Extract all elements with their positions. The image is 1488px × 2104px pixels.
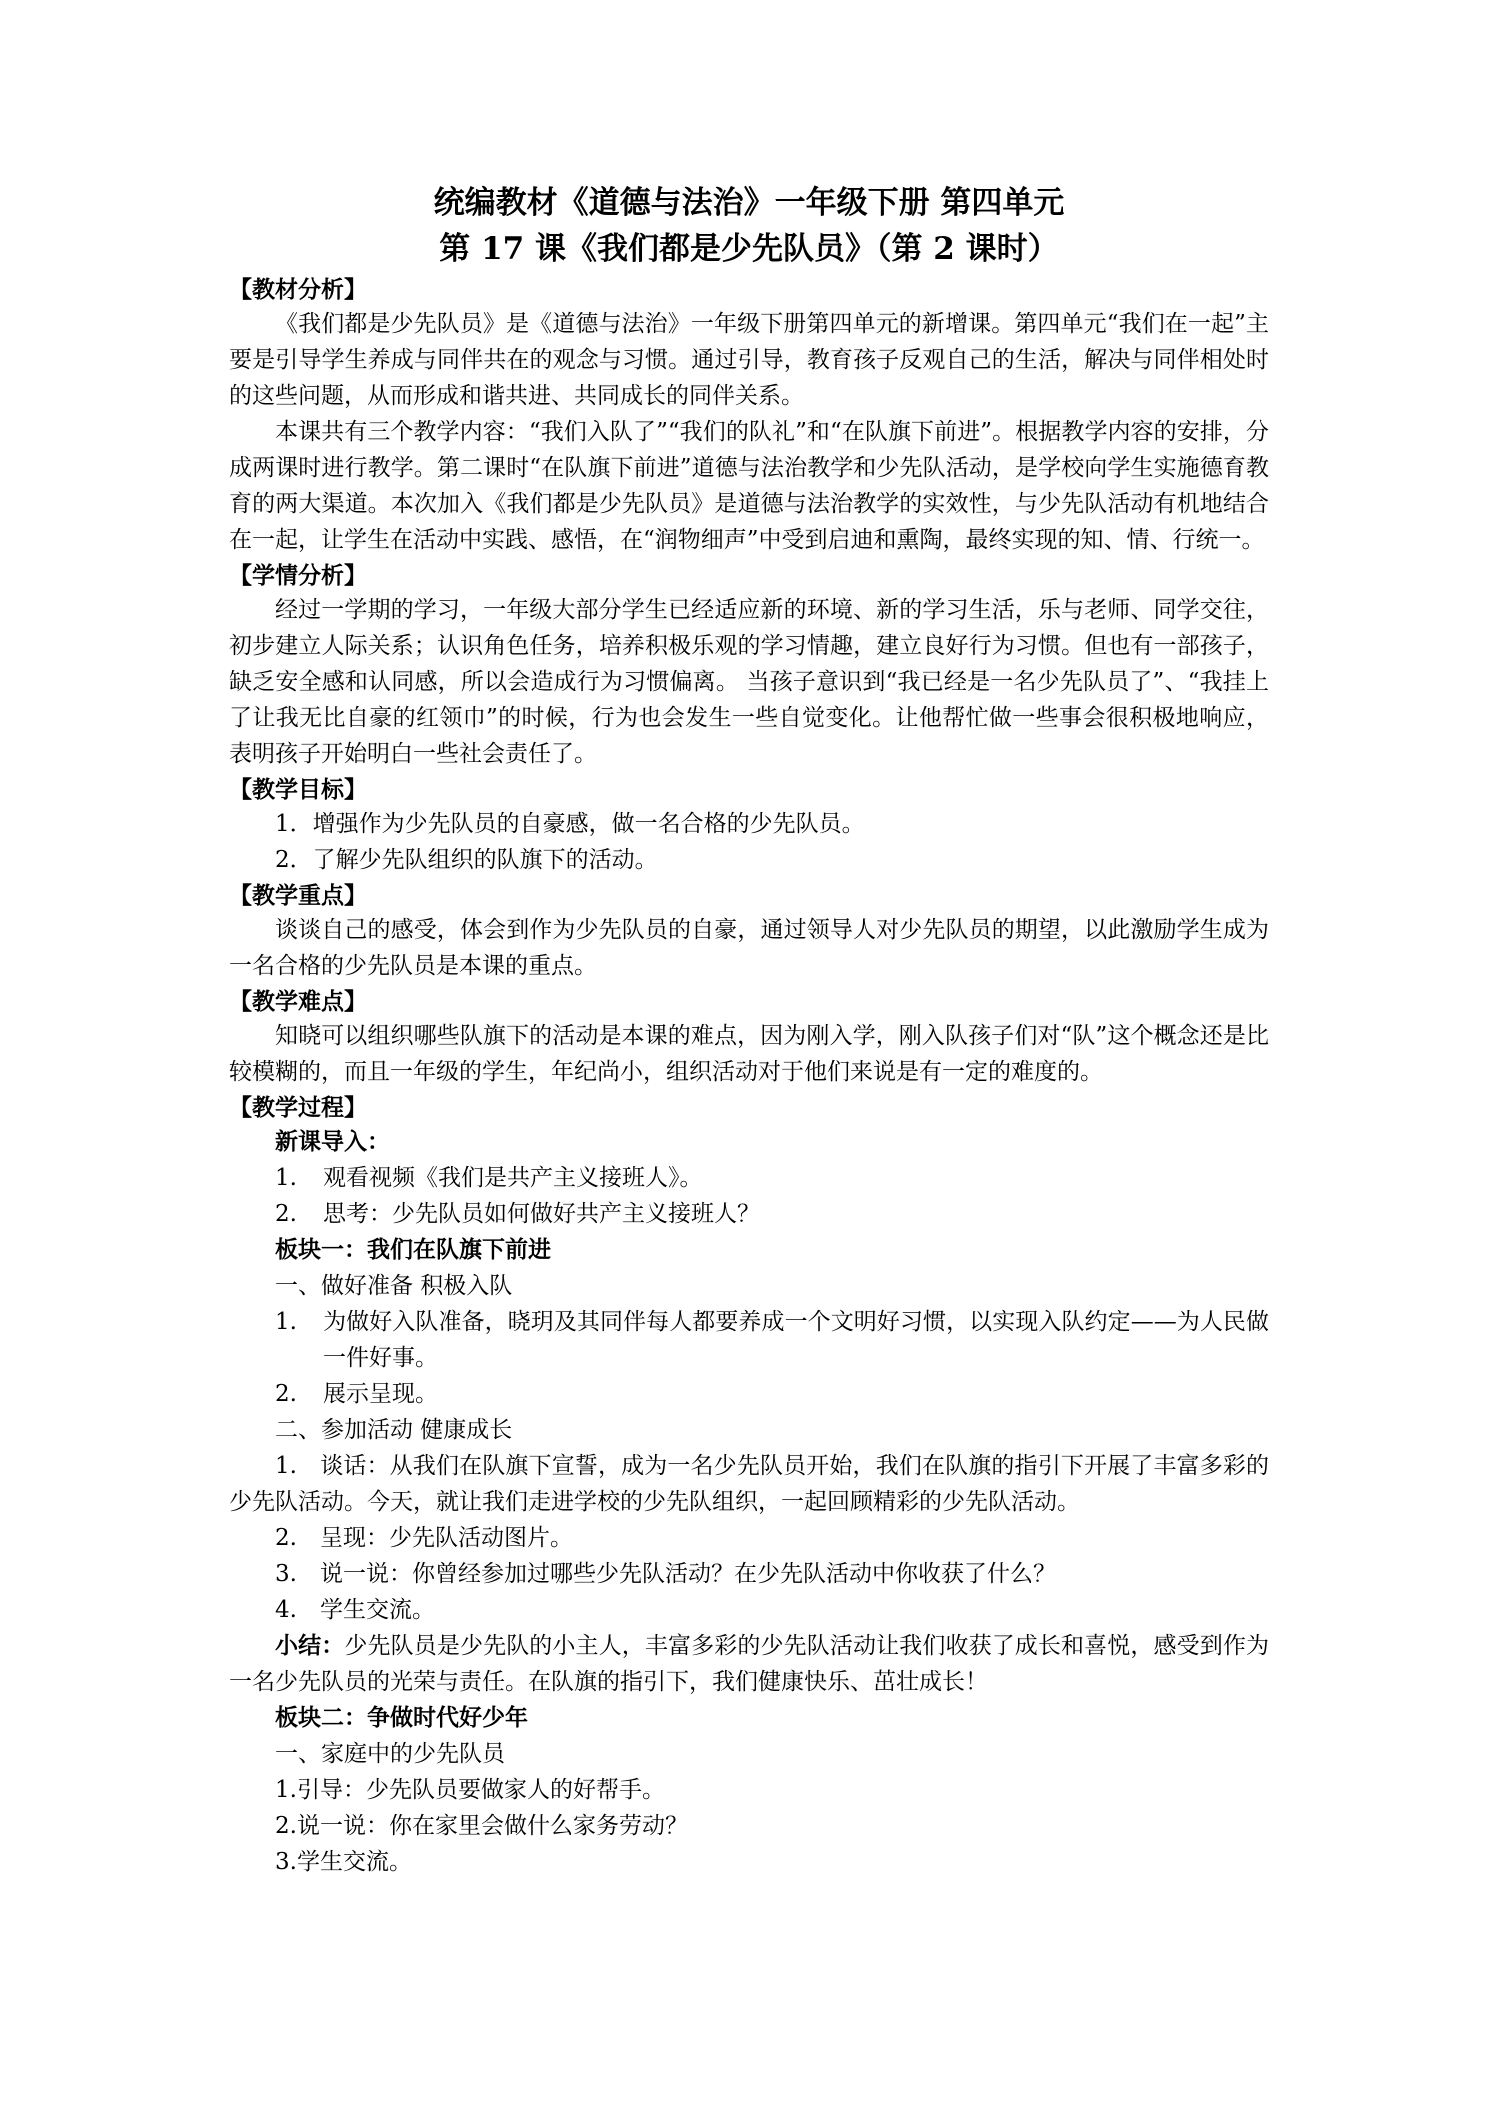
paragraph: 《我们都是少先队员》是《道德与法治》一年级下册第四单元的新增课。第四单元“我们在一起”主要是引导学生养成与同伴共在的观念与习惯。通过引导，教育孩子反观自己的生活，解决与同伴相处时的这些问题，从而形成和谐共进、共同成长的同伴关系。 <box>229 311 1269 409</box>
paragraph: 本课共有三个教学内容：“我们入队了”“我们的队礼”和“在队旗下前进”。根据教学内容的安排，分成两课时进行教学。第二课时“在队旗下前进”道德与法治教学和少先队活动，是学校向学生实施德育教育的两大渠道。本次加入《我们都是少先队员》是道德与法治教学的实效性，与少先队活动有机地结合在一起，让学生在活动中实践、感悟，在“润物细声”中受到启迪和熏陶，最终实现的知、情、行统一。 <box>229 419 1269 553</box>
list-number: 1. <box>275 1165 297 1191</box>
sub-sub-heading: 一、家庭中的少先队员 <box>275 1741 505 1767</box>
list-item: 1.引导：少先队员要做家人的好帮手。 <box>275 1777 665 1803</box>
list-item <box>229 1376 1269 1412</box>
section-heading-teaching-goals: 【教学目标】 <box>229 776 367 803</box>
list-item: 4. 学生交流。 <box>275 1597 435 1623</box>
goal-item: 2．了解少先队组织的队旗下的活动。 <box>275 847 658 873</box>
list-number: 1. <box>275 1309 297 1335</box>
list-number: 2. <box>275 1201 297 1227</box>
summary-label: 小结： <box>275 1632 345 1659</box>
sub-sub-heading: 二、参加活动 健康成长 <box>275 1417 513 1443</box>
sub-heading-block-2: 板块二：争做时代好少年 <box>275 1704 528 1731</box>
goal-item: 1．增强作为少先队员的自豪感，做一名合格的少先队员。 <box>275 811 865 837</box>
list-number: 2. <box>275 1381 297 1407</box>
summary-paragraph <box>229 1628 1269 1700</box>
list-text: 为做好入队准备，晓玥及其同伴每人都要养成一个文明好习惯，以实现入队约定——为人民做一件好事。 <box>323 1309 1269 1371</box>
list-item: 2. 呈现：少先队活动图片。 <box>275 1525 573 1551</box>
sub-sub-heading: 一、做好准备 积极入队 <box>275 1273 513 1299</box>
section-heading-student-analysis: 【学情分析】 <box>229 562 367 589</box>
list-item <box>229 1160 1269 1196</box>
list-item: 2.说一说：你在家里会做什么家务劳动？ <box>275 1813 688 1839</box>
section-heading-key-points: 【教学重点】 <box>229 882 367 909</box>
list-item <box>229 1196 1269 1232</box>
section-heading-textbook-analysis: 【教材分析】 <box>229 276 367 303</box>
summary-text: 少先队员是少先队的小主人，丰富多彩的少先队活动让我们收获了成长和喜悦，感受到作为一名少先队员的光荣与责任。在队旗的指引下，我们健康快乐、茁壮成长！ <box>229 1633 1270 1695</box>
list-item <box>229 1304 1269 1376</box>
list-item: 3. 说一说：你曾经参加过哪些少先队活动？在少先队活动中你收获了什么？ <box>275 1561 1056 1587</box>
section-heading-teaching-process: 【教学过程】 <box>229 1094 367 1121</box>
list-text: 展示呈现。 <box>323 1381 438 1407</box>
list-text: 思考：少先队员如何做好共产主义接班人？ <box>323 1201 760 1227</box>
paragraph: 谈谈自己的感受，体会到作为少先队员的自豪，通过领导人对少先队员的期望，以此激励学生成为一名合格的少先队员是本课的重点。 <box>229 917 1269 979</box>
paragraph: 经过一学期的学习，一年级大部分学生已经适应新的环境、新的学习生活，乐与老师、同学交往，初步建立人际关系；认识角色任务，培养积极乐观的学习情趣，建立良好行为习惯。但也有一部孩子，缺乏安全感和认同感，所以会造成行为习惯偏离。 当孩子意识到“我已经是一名少先队员了”、“我挂上了让我无比自豪的红领巾”的时候，行为也会发生一些自觉变化。让他帮忙做一些事会很积极地响应，表明孩子开始明白一些社会责任了。 <box>229 597 1269 767</box>
sub-heading-intro: 新课导入： <box>275 1128 390 1155</box>
document-page <box>229 180 1269 1880</box>
title-line-1: 统编教材《道德与法治》一年级下册 第四单元 <box>433 185 1065 221</box>
title-line-2: 第 17 课《我们都是少先队员》（第 2 课时） <box>439 231 1059 267</box>
paragraph: 知晓可以组织哪些队旗下的活动是本课的难点，因为刚入学，刚入队孩子们对“队”这个概念还是比较模糊的，而且一年级的学生，年纪尚小，组织活动对于他们来说是有一定的难度的。 <box>229 1023 1269 1085</box>
section-heading-difficult-points: 【教学难点】 <box>229 988 367 1015</box>
list-text: 观看视频《我们是共产主义接班人》。 <box>323 1165 703 1191</box>
sub-heading-block-1: 板块一：我们在队旗下前进 <box>275 1236 551 1263</box>
list-item: 1. 谈话：从我们在队旗下宣誓，成为一名少先队员开始，我们在队旗的指引下开展了丰富多彩的少先队活动。今天，就让我们走进学校的少先队组织，一起回顾精彩的少先队活动。 <box>229 1453 1269 1515</box>
list-item: 3.学生交流。 <box>275 1849 412 1875</box>
